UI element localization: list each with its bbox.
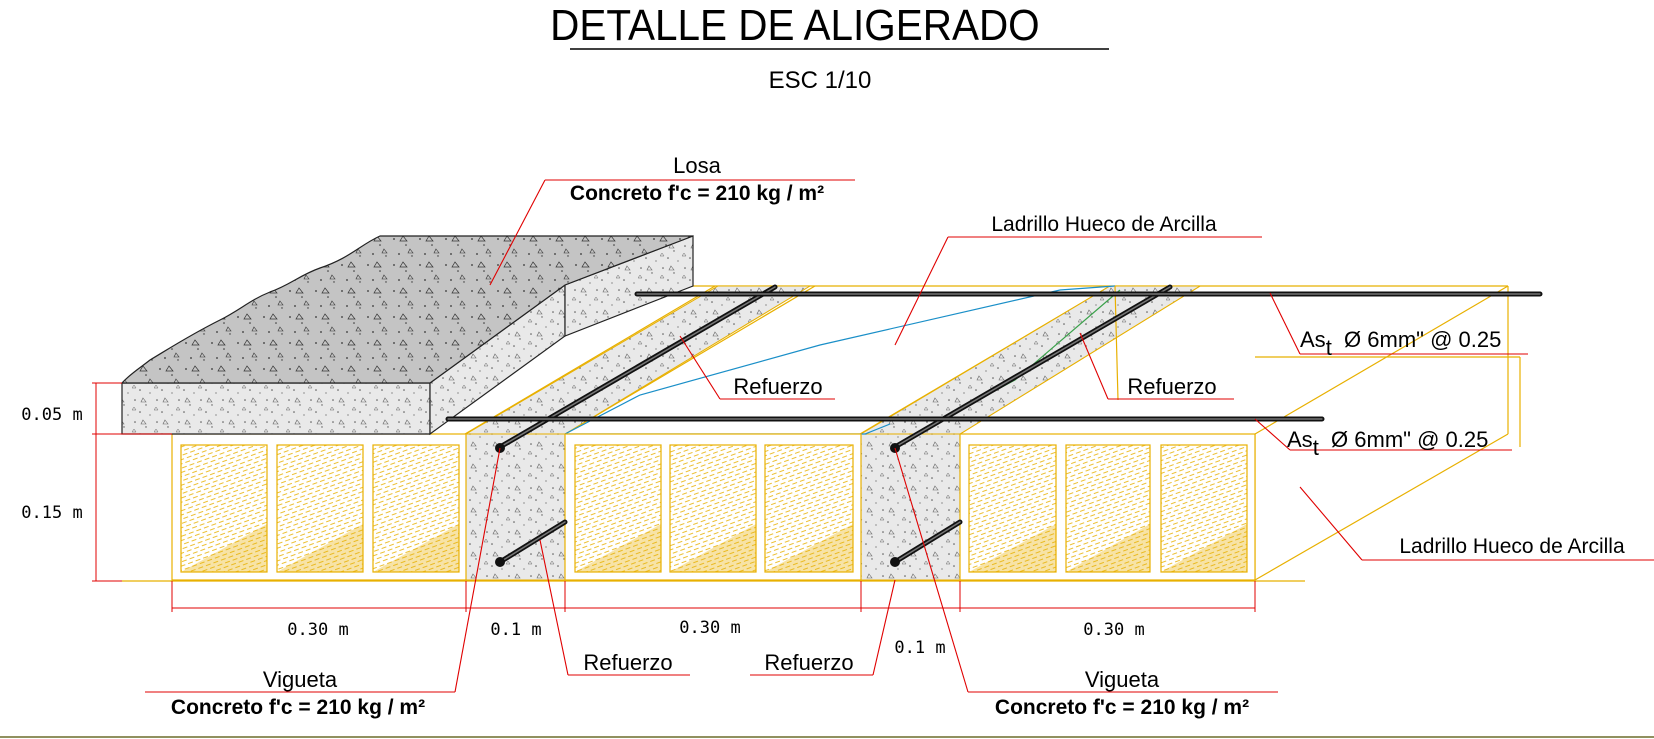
label-vigueta-right-concrete: Concreto f'c = 210 kg / m² [994, 696, 1250, 719]
drawing-title: DETALLE DE ALIGERADO [550, 0, 1040, 50]
label-brick-top: Ladrillo Hueco de Arcilla [991, 213, 1217, 236]
brick-block-right [960, 434, 1255, 580]
label-ast-1: Ast Ø 6mm" @ 0.25 [1300, 327, 1502, 360]
label-losa-concrete: Concreto f'c = 210 kg / m² [569, 182, 825, 205]
dim-brick-height: 0.15 m [21, 503, 83, 523]
brick-block-middle [565, 434, 861, 580]
brick-block-left [172, 434, 466, 580]
dim-joist-width-2: 0.1 m [894, 638, 946, 658]
dim-joist-width-1: 0.1 m [490, 620, 542, 640]
dim-brick-width-3: 0.30 m [1083, 620, 1145, 640]
dim-slab-thickness: 0.05 m [21, 405, 83, 425]
label-brick-right: Ladrillo Hueco de Arcilla [1399, 535, 1625, 558]
dim-brick-width-1: 0.30 m [287, 620, 349, 640]
label-refuerzo-4: Refuerzo [764, 650, 854, 675]
scale-label: ESC 1/10 [768, 67, 872, 94]
label-vigueta-left: Vigueta [262, 667, 338, 692]
label-refuerzo-3: Refuerzo [583, 650, 673, 675]
label-ast-2: Ast Ø 6mm" @ 0.25 [1287, 427, 1489, 460]
dim-brick-width-2: 0.30 m [679, 618, 741, 638]
label-vigueta-left-concrete: Concreto f'c = 210 kg / m² [170, 696, 426, 719]
label-refuerzo-1: Refuerzo [733, 374, 823, 399]
label-refuerzo-2: Refuerzo [1127, 374, 1217, 399]
label-losa: Losa [673, 153, 721, 178]
label-vigueta-right: Vigueta [1084, 667, 1160, 692]
